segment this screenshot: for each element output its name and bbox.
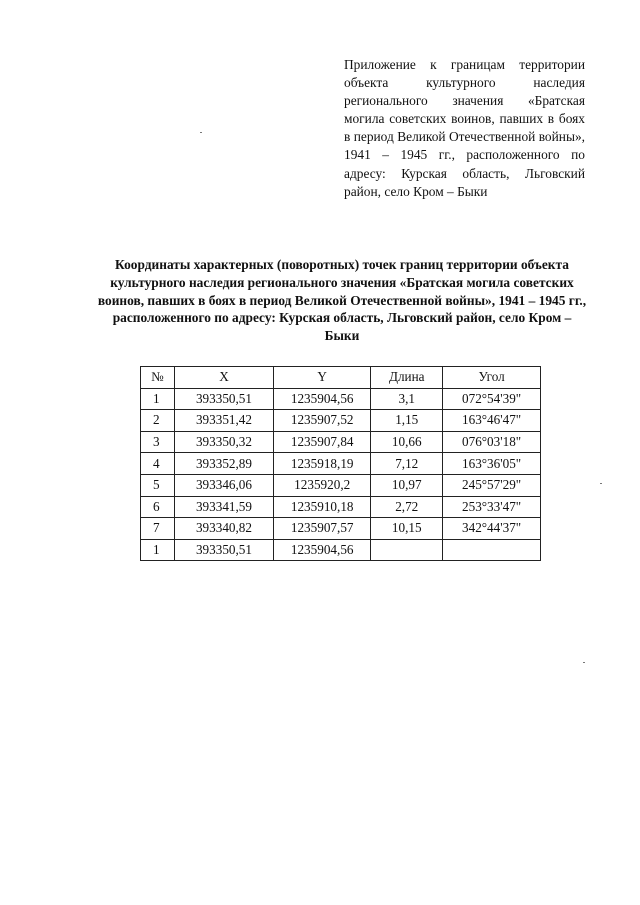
cell-number: 3 [141,431,175,453]
document-title-text: Координаты характерных (поворотных) точек границ территории объекта культурного наследия регионального значения «Братская могила советских воинов, павших в боях в период Великой Отечественной войны», 1941 – 1945 гг., расположенного по адресу: Курская область, Льговский район, село Кром – Быки [97,257,587,344]
cell-x: 393350,51 [174,539,273,561]
cell-number: 2 [141,410,175,432]
cell-y: 1235920,2 [274,474,371,496]
appendix-note [344,56,585,201]
header-length: Длина [371,367,443,389]
cell-angle [443,539,541,561]
cell-angle: 072°54'39" [443,388,541,410]
cell-x: 393340,82 [174,518,273,540]
header-angle: Угол [443,367,541,389]
table-header-row [141,367,541,389]
cell-angle: 342°44'37" [443,518,541,540]
cell-length: 10,15 [371,518,443,540]
table-row [141,474,541,496]
cell-number: 1 [141,388,175,410]
table-row [141,431,541,453]
cell-angle: 253°33'47" [443,496,541,518]
scan-speck [600,483,602,484]
cell-x: 393341,59 [174,496,273,518]
header-number: № [141,367,175,389]
appendix-text: Приложение к границам территории объекта культурного наследия регионального значения «Братская могила советских воинов, павших в боях в период Великой Отечественной войны», 1941 – 1945 гг., расположенного по адресу: Курская область, Льговский район, село Кром – Быки [344,57,585,199]
cell-number: 4 [141,453,175,475]
cell-number: 7 [141,518,175,540]
cell-y: 1235907,52 [274,410,371,432]
scan-speck [200,132,202,133]
cell-number: 6 [141,496,175,518]
cell-length: 2,72 [371,496,443,518]
coordinates-table [140,366,541,561]
cell-y: 1235918,19 [274,453,371,475]
cell-length: 3,1 [371,388,443,410]
cell-y: 1235907,84 [274,431,371,453]
table-row [141,410,541,432]
cell-number: 1 [141,539,175,561]
cell-angle: 245°57'29" [443,474,541,496]
cell-length: 10,66 [371,431,443,453]
header-x: X [174,367,273,389]
table-body [141,388,541,561]
cell-y: 1235904,56 [274,388,371,410]
cell-angle: 076°03'18" [443,431,541,453]
cell-y: 1235910,18 [274,496,371,518]
cell-length: 7,12 [371,453,443,475]
cell-x: 393351,42 [174,410,273,432]
cell-length: 1,15 [371,410,443,432]
table-row [141,453,541,475]
table-header [141,367,541,389]
cell-x: 393350,32 [174,431,273,453]
document-title [96,256,588,345]
table-row [141,388,541,410]
cell-y: 1235904,56 [274,539,371,561]
scan-speck [583,662,585,663]
cell-angle: 163°46'47" [443,410,541,432]
cell-number: 5 [141,474,175,496]
cell-length [371,539,443,561]
header-y: Y [274,367,371,389]
table-row [141,539,541,561]
table-row [141,518,541,540]
cell-y: 1235907,57 [274,518,371,540]
cell-x: 393350,51 [174,388,273,410]
cell-angle: 163°36'05" [443,453,541,475]
cell-length: 10,97 [371,474,443,496]
cell-x: 393346,06 [174,474,273,496]
cell-x: 393352,89 [174,453,273,475]
table-row [141,496,541,518]
